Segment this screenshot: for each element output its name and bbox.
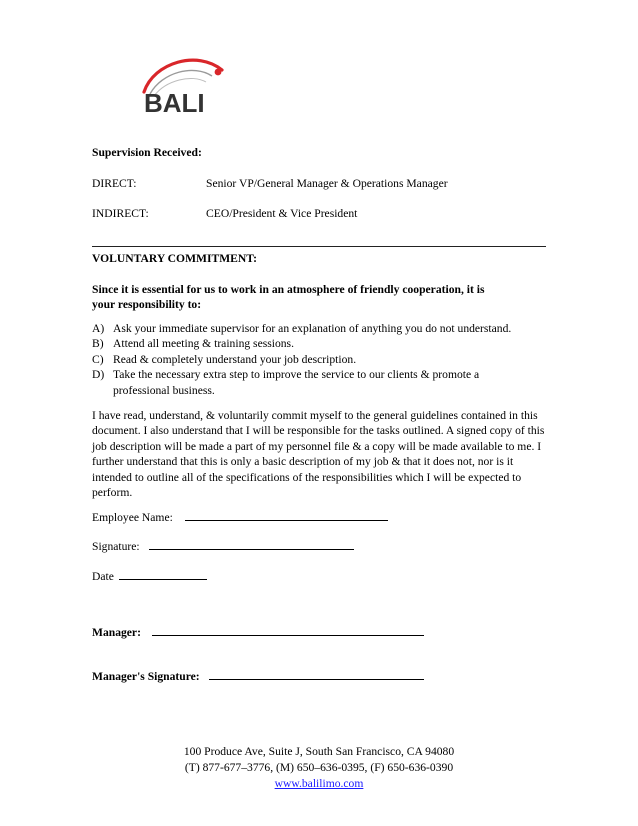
list-item [92, 352, 552, 367]
direct-value: Senior VP/General Manager & Operations Manager [206, 177, 448, 190]
logo-wordmark: BALI [144, 88, 205, 118]
signature-field [92, 539, 354, 555]
commitment-heading: VOLUNTARY COMMITMENT: [92, 252, 257, 265]
commitment-statement: I have read, understand, & voluntarily commit myself to the general guidelines contained in this document. I also understand that I will be responsible for the tasks outlined. A signed copy of this job description will be made a part of my personnel file & a copy will be made available to me. I further understand that this is only a basic description of my job & that it does not, nor is it intended to outline all of the specifications of the responsibilities which I will be expected to perform. [92, 409, 545, 500]
manager-line[interactable] [152, 635, 424, 636]
footer-address: 100 Produce Ave, Suite J, South San Francisco, CA 94080 [183, 745, 455, 758]
date-field [92, 569, 207, 585]
list-text: Take the necessary extra step to improve the service to our clients & promote a professional business. [113, 368, 480, 397]
manager-signature-line[interactable] [209, 679, 424, 680]
signature-label: Signature: [92, 540, 140, 553]
footer-website-row [0, 776, 638, 792]
employee-name-field [92, 510, 388, 526]
website-link[interactable]: www.balilimo.com [274, 777, 364, 790]
manager-field [92, 625, 424, 641]
direct-label: DIRECT: [92, 177, 137, 190]
date-line[interactable] [119, 579, 207, 580]
list-marker: D) [92, 368, 105, 382]
date-label: Date [92, 570, 114, 583]
commitment-intro-line1: Since it is essential for us to work in an atmosphere of friendly cooperation, it is [92, 283, 485, 296]
list-text: Attend all meeting & training sessions. [113, 337, 294, 351]
signature-line[interactable] [149, 549, 354, 550]
supervision-heading: Supervision Received: [92, 146, 202, 159]
manager-signature-label: Manager's Signature: [92, 670, 200, 683]
manager-signature-field [92, 669, 424, 685]
bali-logo [138, 52, 234, 120]
section-divider [92, 246, 546, 247]
list-marker: A) [92, 322, 105, 335]
list-marker: C) [92, 352, 104, 366]
list-text: Read & completely understand your job description. [113, 352, 357, 366]
employee-name-label: Employee Name: [92, 511, 173, 524]
indirect-label: INDIRECT: [92, 207, 149, 220]
employee-name-line[interactable] [185, 520, 388, 521]
list-item [92, 321, 552, 336]
list-item [92, 367, 552, 398]
footer-phones: (T) 877-677–3776, (M) 650–636-0395, (F) 650-636-0390 [184, 761, 454, 774]
bali-logo-graphic [138, 52, 234, 120]
indirect-value: CEO/President & Vice President [206, 207, 358, 220]
list-item [92, 336, 552, 351]
responsibility-list [92, 321, 552, 398]
commitment-intro-line2: your responsibility to: [92, 298, 202, 311]
list-text: Ask your immediate supervisor for an explanation of anything you do not understand. [113, 322, 512, 335]
list-marker: B) [92, 337, 104, 351]
manager-label: Manager: [92, 626, 141, 639]
